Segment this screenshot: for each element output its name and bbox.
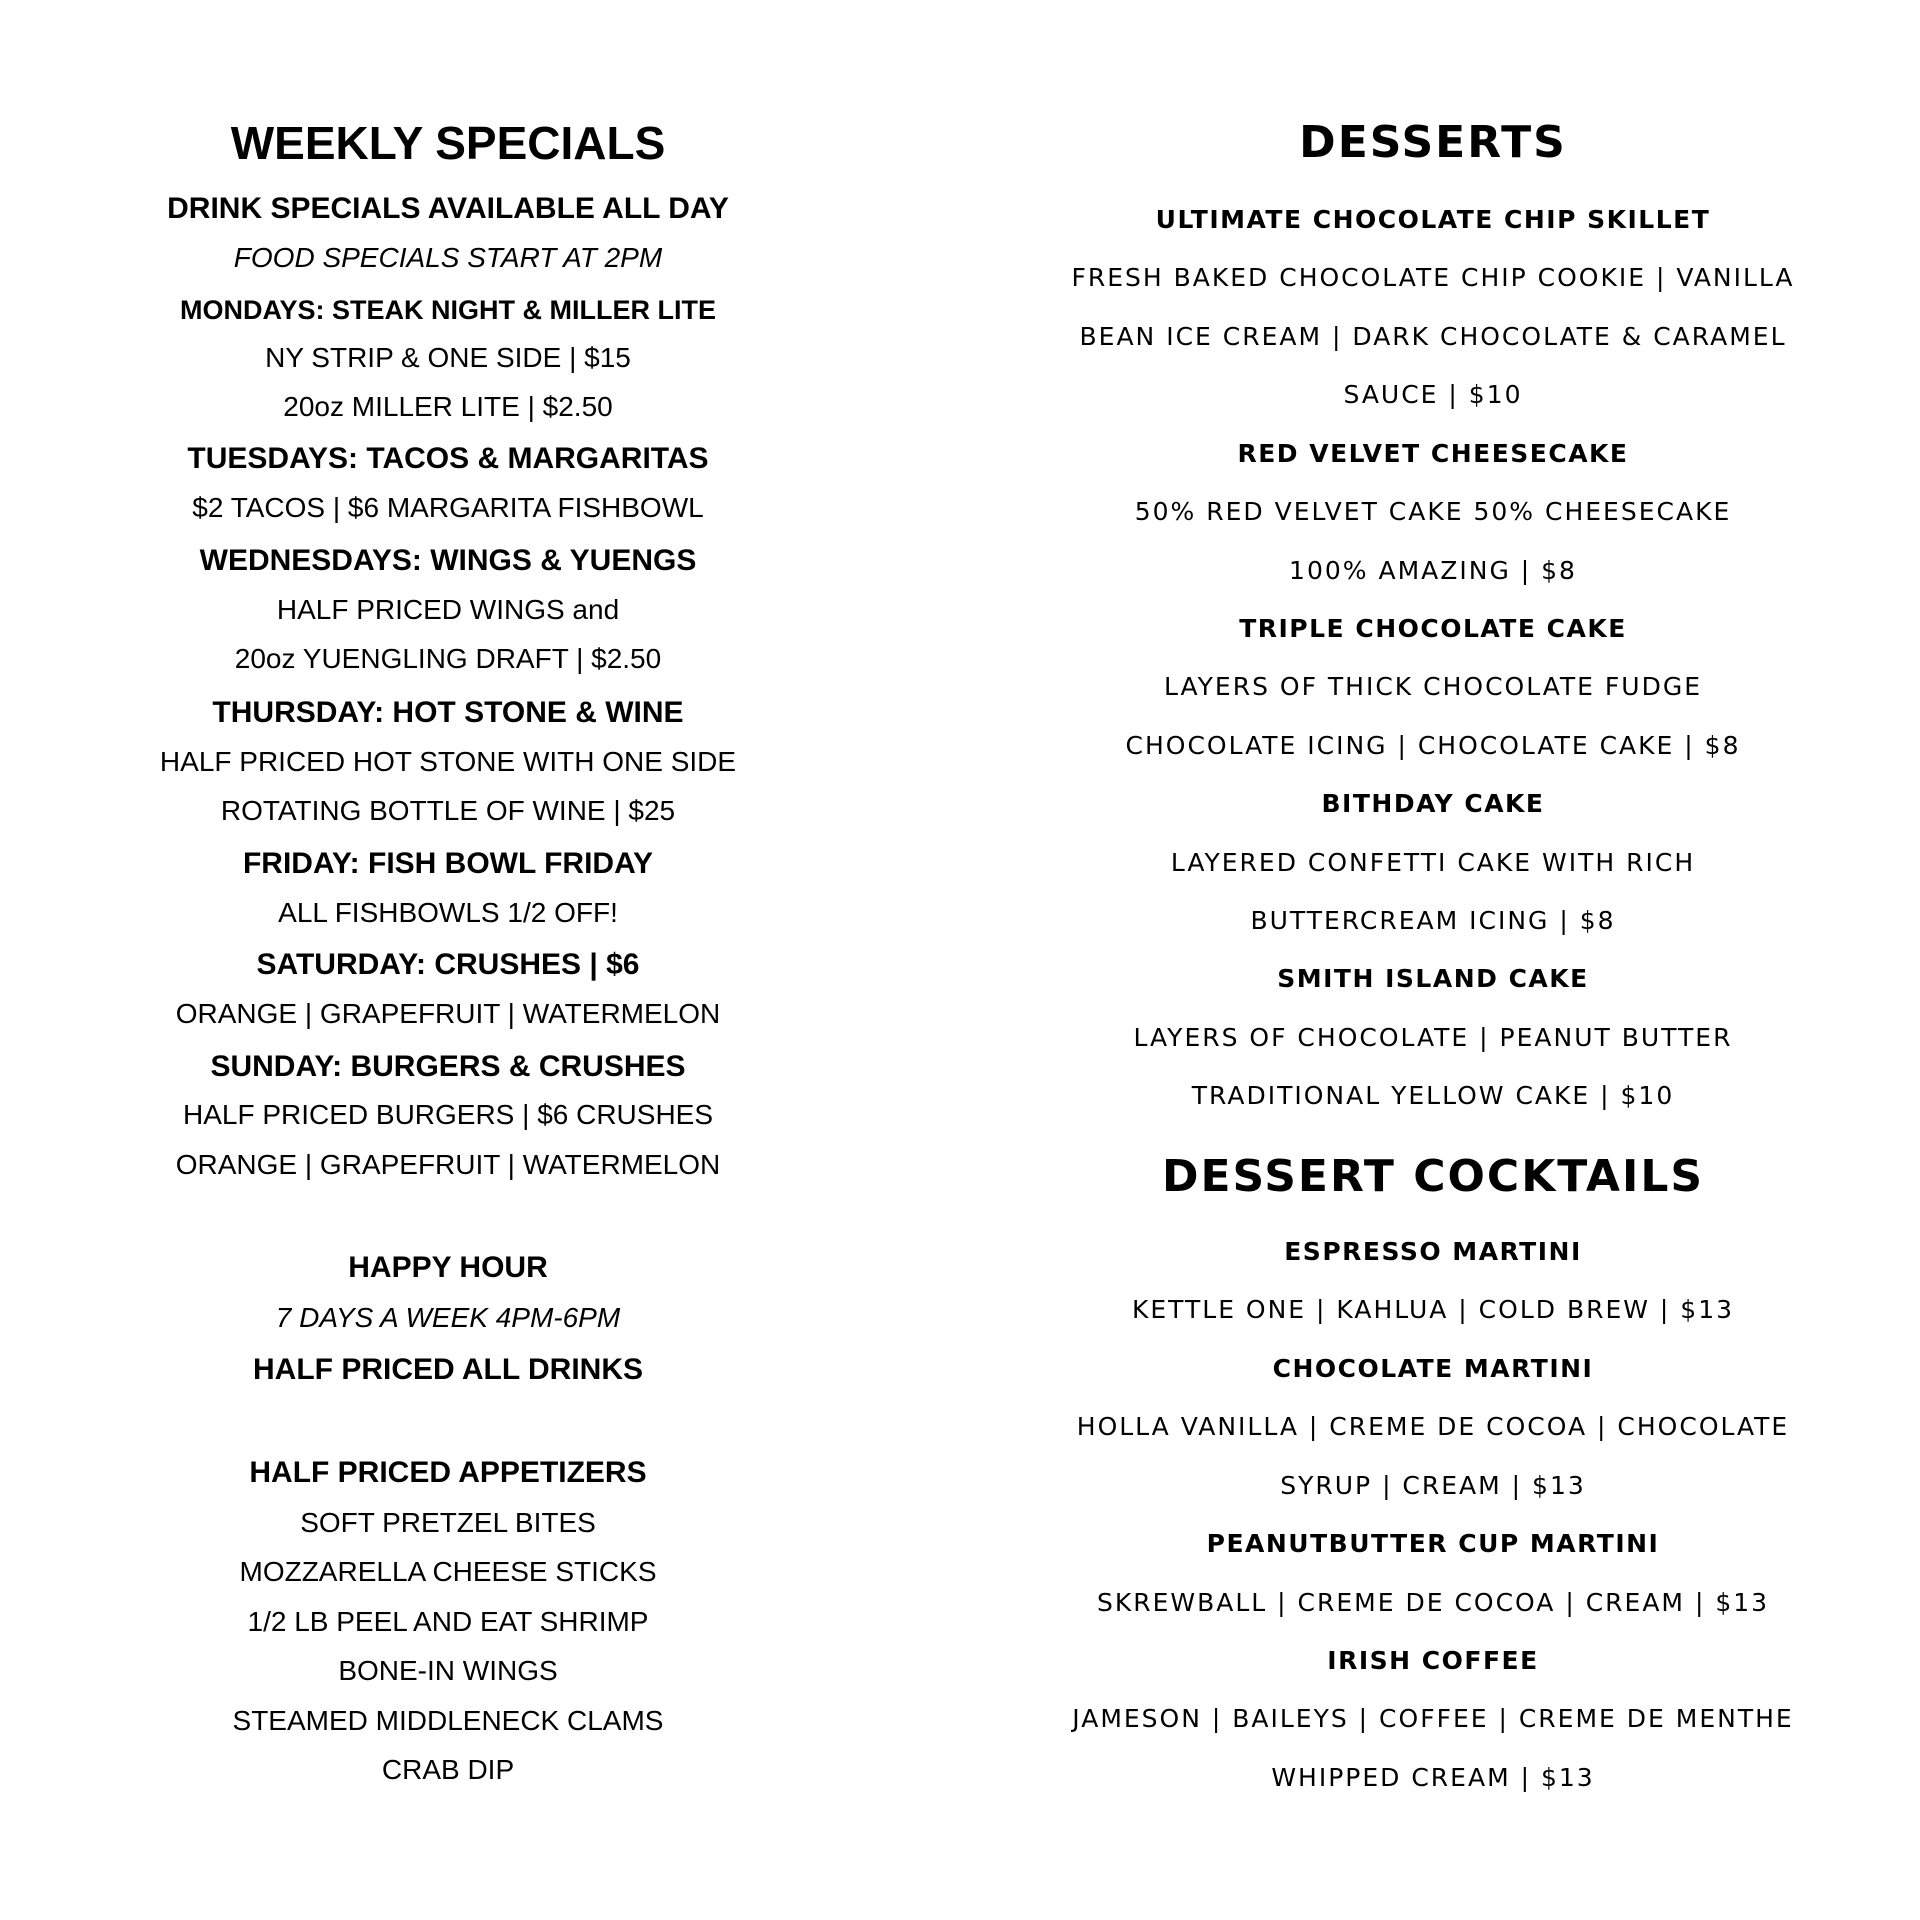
cocktail-name: ESPRESSO MARTINI	[1284, 1237, 1582, 1266]
friday-special-title: FRIDAY: FISH BOWL FRIDAY	[242, 847, 654, 880]
happy-hour-appetizers-title: HALF PRICED APPETIZERS	[249, 1456, 647, 1489]
cocktail-description: WHIPPED CREAM | $13	[1271, 1763, 1595, 1792]
dessert-name: BITHDAY CAKE	[1321, 789, 1545, 818]
thursday-special-line: ROTATING BOTTLE OF WINE | $25	[220, 795, 676, 826]
dessert-description: FRESH BAKED CHOCOLATE CHIP COOKIE | VANILLA	[1071, 263, 1795, 292]
sunday-special-line: HALF PRICED BURGERS | $6 CRUSHES	[182, 1099, 714, 1130]
cocktail-description: KETTLE ONE | KAHLUA | COLD BREW | $13	[1131, 1295, 1735, 1324]
dessert-cocktails-title: DESSERT COCKTAILS	[1161, 1151, 1705, 1202]
thursday-special-title: THURSDAY: HOT STONE & WINE	[212, 696, 684, 729]
tuesday-special-line: $2 TACOS | $6 MARGARITA FISHBOWL	[192, 492, 704, 523]
happy-hour-drinks: HALF PRICED ALL DRINKS	[253, 1353, 643, 1386]
appetizer-item: SOFT PRETZEL BITES	[300, 1507, 596, 1538]
appetizer-item: STEAMED MIDDLENECK CLAMS	[232, 1705, 664, 1736]
dessert-name: SMITH ISLAND CAKE	[1277, 964, 1589, 993]
saturday-special-line: ORANGE | GRAPEFRUIT | WATERMELON	[175, 998, 721, 1029]
dessert-description: BUTTERCREAM ICING | $8	[1250, 906, 1616, 935]
sunday-special-title: SUNDAY: BURGERS & CRUSHES	[210, 1050, 686, 1083]
friday-special-line: ALL FISHBOWLS 1/2 OFF!	[278, 897, 618, 928]
sunday-special-line: ORANGE | GRAPEFRUIT | WATERMELON	[175, 1149, 721, 1180]
cocktail-name: CHOCOLATE MARTINI	[1272, 1354, 1594, 1383]
appetizer-item: 1/2 LB PEEL AND EAT SHRIMP	[247, 1606, 649, 1637]
dessert-description: TRADITIONAL YELLOW CAKE | $10	[1191, 1081, 1675, 1110]
dessert-description: 100% AMAZING | $8	[1289, 556, 1577, 585]
dessert-name: RED VELVET CHEESECAKE	[1237, 439, 1629, 468]
saturday-special-title: SATURDAY: CRUSHES | $6	[256, 948, 640, 981]
cocktail-description: HOLLA VANILLA | CREME DE COCOA | CHOCOLATE	[1076, 1412, 1790, 1441]
desserts-title: DESSERTS	[1299, 117, 1567, 168]
monday-special-title: MONDAYS: STEAK NIGHT & MILLER LITE	[179, 295, 716, 325]
cocktail-description: SKREWBALL | CREME DE COCOA | CREAM | $13	[1096, 1588, 1770, 1617]
cocktail-name: IRISH COFFEE	[1327, 1646, 1539, 1675]
dessert-description: SAUCE | $10	[1343, 380, 1523, 409]
thursday-special-line: HALF PRICED HOT STONE WITH ONE SIDE	[159, 746, 737, 777]
drink-specials-note: DRINK SPECIALS AVAILABLE ALL DAY	[167, 192, 729, 225]
monday-special-line: NY STRIP & ONE SIDE | $15	[265, 342, 631, 373]
dessert-name: TRIPLE CHOCOLATE CAKE	[1239, 614, 1627, 643]
appetizer-item: CRAB DIP	[381, 1754, 515, 1785]
appetizer-item: MOZZARELLA CHEESE STICKS	[239, 1556, 657, 1587]
dessert-description: CHOCOLATE ICING | CHOCOLATE CAKE | $8	[1125, 731, 1741, 760]
cocktail-description: SYRUP | CREAM | $13	[1280, 1471, 1586, 1500]
dessert-description: LAYERS OF CHOCOLATE | PEANUT BUTTER	[1133, 1023, 1733, 1052]
appetizer-item: BONE-IN WINGS	[338, 1655, 558, 1686]
wednesday-special-title: WEDNESDAYS: WINGS & YUENGS	[199, 544, 697, 577]
monday-special-line: 20oz MILLER LITE | $2.50	[283, 391, 613, 422]
happy-hour-title: HAPPY HOUR	[348, 1251, 548, 1284]
food-specials-note: FOOD SPECIALS START AT 2PM	[233, 242, 663, 273]
wednesday-special-line: 20oz YUENGLING DRAFT | $2.50	[234, 643, 662, 674]
weekly-specials-title: WEEKLY SPECIALS	[230, 117, 666, 169]
happy-hour-schedule: 7 DAYS A WEEK 4PM-6PM	[275, 1302, 621, 1333]
tuesday-special-title: TUESDAYS: TACOS & MARGARITAS	[187, 442, 709, 475]
dessert-description: LAYERS OF THICK CHOCOLATE FUDGE	[1163, 672, 1702, 701]
cocktail-name: PEANUTBUTTER CUP MARTINI	[1206, 1529, 1660, 1558]
cocktail-description: JAMESON | BAILEYS | COFFEE | CREME DE MENTHE	[1072, 1704, 1794, 1733]
dessert-name: ULTIMATE CHOCOLATE CHIP SKILLET	[1155, 205, 1711, 234]
dessert-description: 50% RED VELVET CAKE 50% CHEESECAKE	[1134, 497, 1732, 526]
wednesday-special-line: HALF PRICED WINGS and	[276, 594, 620, 625]
dessert-description: LAYERED CONFETTI CAKE WITH RICH	[1170, 848, 1696, 877]
dessert-description: BEAN ICE CREAM | DARK CHOCOLATE & CARAMEL	[1079, 322, 1787, 351]
